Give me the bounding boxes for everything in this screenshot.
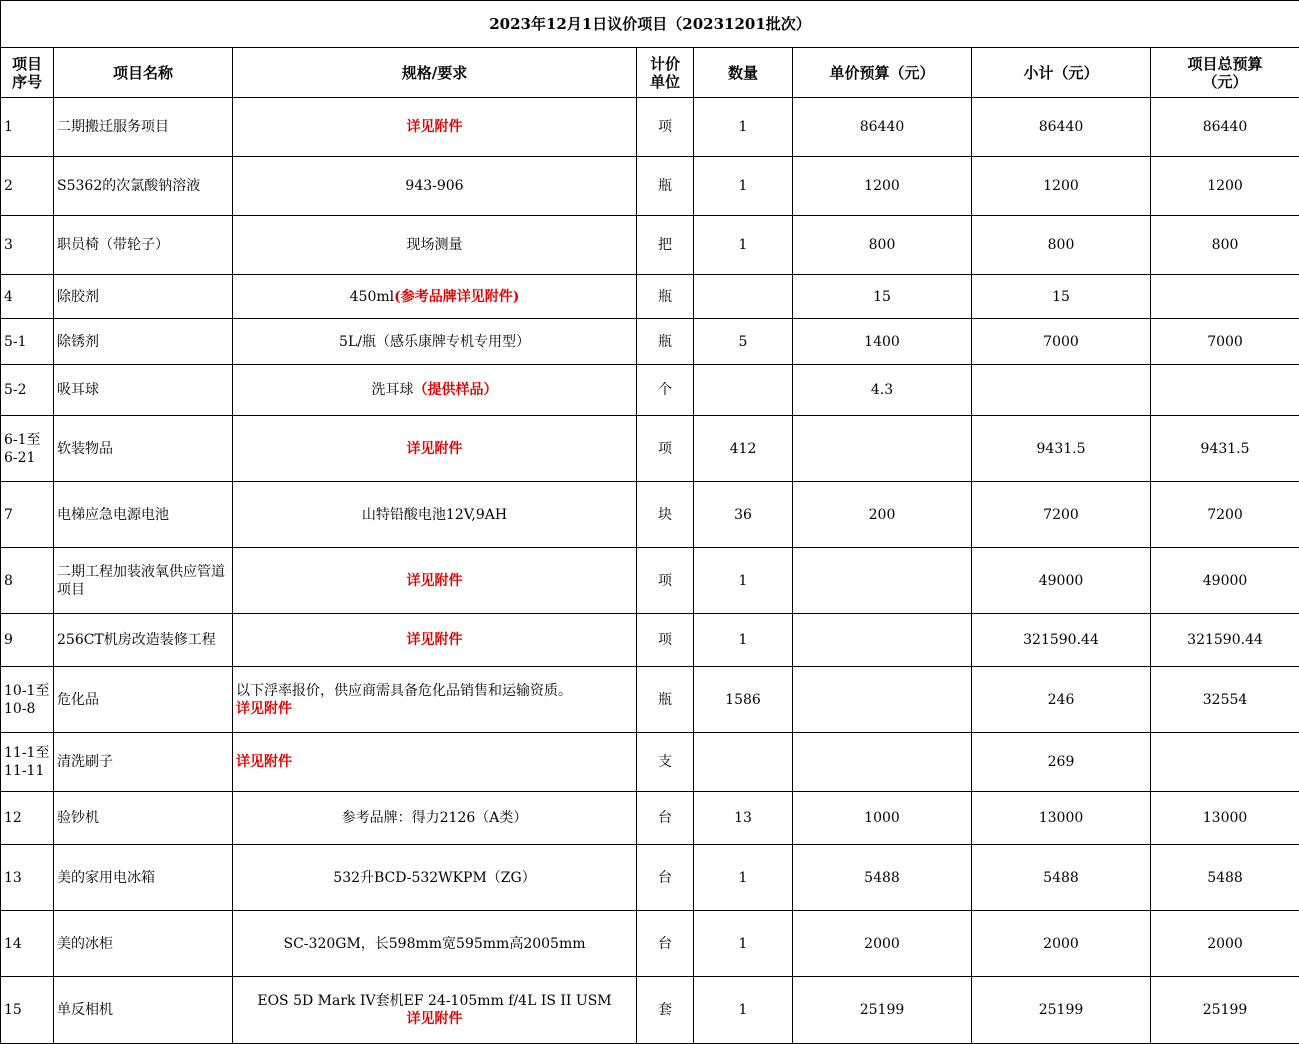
cell-total: 86440 bbox=[1151, 98, 1299, 157]
spec-note: 详见附件 bbox=[407, 441, 463, 457]
cell-spec bbox=[233, 365, 637, 416]
cell-name: 职员椅（带轮子） bbox=[54, 216, 233, 275]
spec-note: (参考品牌详见附件) bbox=[394, 289, 519, 305]
spec-text: SC-320GM，长598mm宽595mm高2005mm bbox=[284, 936, 586, 952]
cell-spec bbox=[233, 911, 637, 977]
table-row bbox=[1, 216, 1299, 275]
cell-name: 美的冰柜 bbox=[54, 911, 233, 977]
cell-qty: 36 bbox=[694, 482, 793, 548]
cell-name: 清洗刷子 bbox=[54, 733, 233, 792]
cell-unit: 台 bbox=[637, 911, 694, 977]
cell-spec bbox=[233, 733, 637, 792]
cell-spec bbox=[233, 416, 637, 482]
cell-unit-price: 5488 bbox=[793, 845, 972, 911]
cell-name: S5362的次氯酸钠溶液 bbox=[54, 157, 233, 216]
cell-qty: 5 bbox=[694, 319, 793, 365]
table-row bbox=[1, 482, 1299, 548]
cell-spec bbox=[233, 667, 637, 733]
cell-unit: 台 bbox=[637, 792, 694, 845]
cell-seq: 15 bbox=[1, 977, 54, 1044]
page-title: 2023年12月1日议价项目（20231201批次） bbox=[1, 1, 1299, 48]
spec-attachment-note: 详见附件 bbox=[236, 753, 633, 771]
cell-unit: 项 bbox=[637, 416, 694, 482]
header-name: 项目名称 bbox=[54, 48, 233, 98]
spec-note: 详见附件 bbox=[407, 119, 463, 135]
spec-text: 532升BCD-532WKPM（ZG） bbox=[333, 870, 535, 886]
cell-subtotal: 7200 bbox=[972, 482, 1151, 548]
cell-spec bbox=[233, 977, 637, 1044]
cell-subtotal: 86440 bbox=[972, 98, 1151, 157]
spec-attachment-note: 详见附件 bbox=[236, 700, 633, 718]
cell-unit-price bbox=[793, 733, 972, 792]
cell-spec bbox=[233, 845, 637, 911]
table-row bbox=[1, 733, 1299, 792]
cell-name: 单反相机 bbox=[54, 977, 233, 1044]
cell-qty: 1 bbox=[694, 157, 793, 216]
cell-subtotal: 5488 bbox=[972, 845, 1151, 911]
cell-seq: 8 bbox=[1, 548, 54, 614]
cell-spec bbox=[233, 548, 637, 614]
table-row bbox=[1, 911, 1299, 977]
cell-subtotal: 246 bbox=[972, 667, 1151, 733]
cell-unit-price: 86440 bbox=[793, 98, 972, 157]
cell-name: 256CT机房改造装修工程 bbox=[54, 614, 233, 667]
cell-spec bbox=[233, 792, 637, 845]
cell-qty: 1586 bbox=[694, 667, 793, 733]
table-row bbox=[1, 667, 1299, 733]
table-row bbox=[1, 275, 1299, 319]
spec-text: 山特铅酸电池12V,9AH bbox=[362, 507, 507, 523]
cell-total bbox=[1151, 275, 1299, 319]
cell-total: 2000 bbox=[1151, 911, 1299, 977]
cell-seq: 13 bbox=[1, 845, 54, 911]
cell-subtotal bbox=[972, 365, 1151, 416]
cell-unit-price: 15 bbox=[793, 275, 972, 319]
table-row bbox=[1, 416, 1299, 482]
table-row bbox=[1, 792, 1299, 845]
cell-unit: 把 bbox=[637, 216, 694, 275]
cell-qty: 1 bbox=[694, 216, 793, 275]
cell-subtotal: 49000 bbox=[972, 548, 1151, 614]
cell-qty: 1 bbox=[694, 977, 793, 1044]
cell-subtotal: 7000 bbox=[972, 319, 1151, 365]
cell-subtotal: 9431.5 bbox=[972, 416, 1151, 482]
cell-seq: 10-1至10-8 bbox=[1, 667, 54, 733]
cell-unit: 项 bbox=[637, 548, 694, 614]
spec-text: EOS 5D Mark IV套机EF 24-105mm f/4L IS II USM bbox=[257, 993, 611, 1009]
cell-seq: 4 bbox=[1, 275, 54, 319]
cell-unit: 套 bbox=[637, 977, 694, 1044]
cell-name: 危化品 bbox=[54, 667, 233, 733]
cell-total: 1200 bbox=[1151, 157, 1299, 216]
cell-qty bbox=[694, 365, 793, 416]
spec-attachment-note: 详见附件 bbox=[236, 1010, 633, 1028]
cell-seq: 9 bbox=[1, 614, 54, 667]
cell-total: 25199 bbox=[1151, 977, 1299, 1044]
cell-unit: 块 bbox=[637, 482, 694, 548]
cell-total: 9431.5 bbox=[1151, 416, 1299, 482]
cell-unit-price bbox=[793, 416, 972, 482]
spec-note: 详见附件 bbox=[407, 573, 463, 589]
cell-subtotal: 2000 bbox=[972, 911, 1151, 977]
header-seq: 项目序号 bbox=[1, 48, 54, 98]
table-row bbox=[1, 319, 1299, 365]
cell-unit-price: 25199 bbox=[793, 977, 972, 1044]
header-total: 项目总预算（元） bbox=[1151, 48, 1299, 98]
spec-text: 洗耳球 bbox=[372, 382, 414, 398]
table-row bbox=[1, 845, 1299, 911]
cell-spec bbox=[233, 319, 637, 365]
cell-spec bbox=[233, 98, 637, 157]
cell-name: 二期搬迁服务项目 bbox=[54, 98, 233, 157]
cell-unit-price: 1000 bbox=[793, 792, 972, 845]
cell-qty bbox=[694, 275, 793, 319]
cell-seq: 5-2 bbox=[1, 365, 54, 416]
spec-note: （提供样品） bbox=[414, 382, 498, 398]
cell-unit-price: 800 bbox=[793, 216, 972, 275]
cell-seq: 2 bbox=[1, 157, 54, 216]
cell-qty: 1 bbox=[694, 614, 793, 667]
cell-qty: 1 bbox=[694, 845, 793, 911]
cell-total: 800 bbox=[1151, 216, 1299, 275]
table-row bbox=[1, 614, 1299, 667]
cell-unit-price: 2000 bbox=[793, 911, 972, 977]
cell-total: 7200 bbox=[1151, 482, 1299, 548]
cell-name: 除胶剂 bbox=[54, 275, 233, 319]
spec-text: 450ml bbox=[350, 289, 394, 305]
spec-text: 现场测量 bbox=[407, 237, 463, 253]
cell-name: 二期工程加装液氧供应管道项目 bbox=[54, 548, 233, 614]
cell-seq: 3 bbox=[1, 216, 54, 275]
table-row bbox=[1, 98, 1299, 157]
cell-subtotal: 321590.44 bbox=[972, 614, 1151, 667]
cell-subtotal: 800 bbox=[972, 216, 1151, 275]
header-unit-price: 单价预算（元） bbox=[793, 48, 972, 98]
cell-spec bbox=[233, 216, 637, 275]
cell-total: 13000 bbox=[1151, 792, 1299, 845]
cell-name: 吸耳球 bbox=[54, 365, 233, 416]
cell-name: 电梯应急电源电池 bbox=[54, 482, 233, 548]
cell-qty: 1 bbox=[694, 548, 793, 614]
table-row bbox=[1, 157, 1299, 216]
spec-text: 943-906 bbox=[405, 178, 463, 194]
cell-qty: 13 bbox=[694, 792, 793, 845]
cell-qty: 412 bbox=[694, 416, 793, 482]
cell-seq: 6-1至6-21 bbox=[1, 416, 54, 482]
header-qty: 数量 bbox=[694, 48, 793, 98]
cell-unit: 瓶 bbox=[637, 275, 694, 319]
spec-note: 详见附件 bbox=[407, 632, 463, 648]
cell-name: 除锈剂 bbox=[54, 319, 233, 365]
cell-unit-price bbox=[793, 548, 972, 614]
table-row bbox=[1, 365, 1299, 416]
cell-qty bbox=[694, 733, 793, 792]
cell-spec bbox=[233, 482, 637, 548]
cell-subtotal: 13000 bbox=[972, 792, 1151, 845]
cell-unit-price: 1400 bbox=[793, 319, 972, 365]
cell-unit-price bbox=[793, 614, 972, 667]
cell-unit-price bbox=[793, 667, 972, 733]
cell-spec bbox=[233, 614, 637, 667]
cell-unit: 个 bbox=[637, 365, 694, 416]
cell-unit: 台 bbox=[637, 845, 694, 911]
cell-total: 7000 bbox=[1151, 319, 1299, 365]
cell-unit-price: 4.3 bbox=[793, 365, 972, 416]
cell-total: 5488 bbox=[1151, 845, 1299, 911]
header-unit: 计价单位 bbox=[637, 48, 694, 98]
cell-unit: 瓶 bbox=[637, 157, 694, 216]
header-subtotal: 小计（元） bbox=[972, 48, 1151, 98]
cell-total: 321590.44 bbox=[1151, 614, 1299, 667]
cell-seq: 14 bbox=[1, 911, 54, 977]
cell-subtotal: 25199 bbox=[972, 977, 1151, 1044]
table-row bbox=[1, 548, 1299, 614]
cell-name: 验钞机 bbox=[54, 792, 233, 845]
spec-text: 参考品牌：得力2126（A类） bbox=[342, 810, 528, 826]
cell-unit-price: 1200 bbox=[793, 157, 972, 216]
cell-unit: 支 bbox=[637, 733, 694, 792]
cell-seq: 7 bbox=[1, 482, 54, 548]
cell-subtotal: 15 bbox=[972, 275, 1151, 319]
cell-qty: 1 bbox=[694, 98, 793, 157]
cell-seq: 5-1 bbox=[1, 319, 54, 365]
cell-seq: 12 bbox=[1, 792, 54, 845]
cell-subtotal: 1200 bbox=[972, 157, 1151, 216]
cell-spec bbox=[233, 275, 637, 319]
cell-total bbox=[1151, 365, 1299, 416]
cell-unit: 项 bbox=[637, 614, 694, 667]
cell-name: 美的家用电冰箱 bbox=[54, 845, 233, 911]
cell-spec bbox=[233, 157, 637, 216]
cell-seq: 1 bbox=[1, 98, 54, 157]
cell-qty: 1 bbox=[694, 911, 793, 977]
cell-total: 49000 bbox=[1151, 548, 1299, 614]
spec-text: 以下浮率报价，供应商需具备危化品销售和运输资质。 bbox=[236, 683, 572, 699]
table-row bbox=[1, 977, 1299, 1044]
cell-total: 32554 bbox=[1151, 667, 1299, 733]
cell-seq: 11-1至11-11 bbox=[1, 733, 54, 792]
cell-name: 软装物品 bbox=[54, 416, 233, 482]
cell-unit: 瓶 bbox=[637, 667, 694, 733]
cell-subtotal: 269 bbox=[972, 733, 1151, 792]
header-spec: 规格/要求 bbox=[233, 48, 637, 98]
cell-total bbox=[1151, 733, 1299, 792]
cell-unit: 项 bbox=[637, 98, 694, 157]
cell-unit: 瓶 bbox=[637, 319, 694, 365]
spec-text: 5L/瓶（感乐康牌专机专用型） bbox=[339, 334, 530, 350]
cell-unit-price: 200 bbox=[793, 482, 972, 548]
